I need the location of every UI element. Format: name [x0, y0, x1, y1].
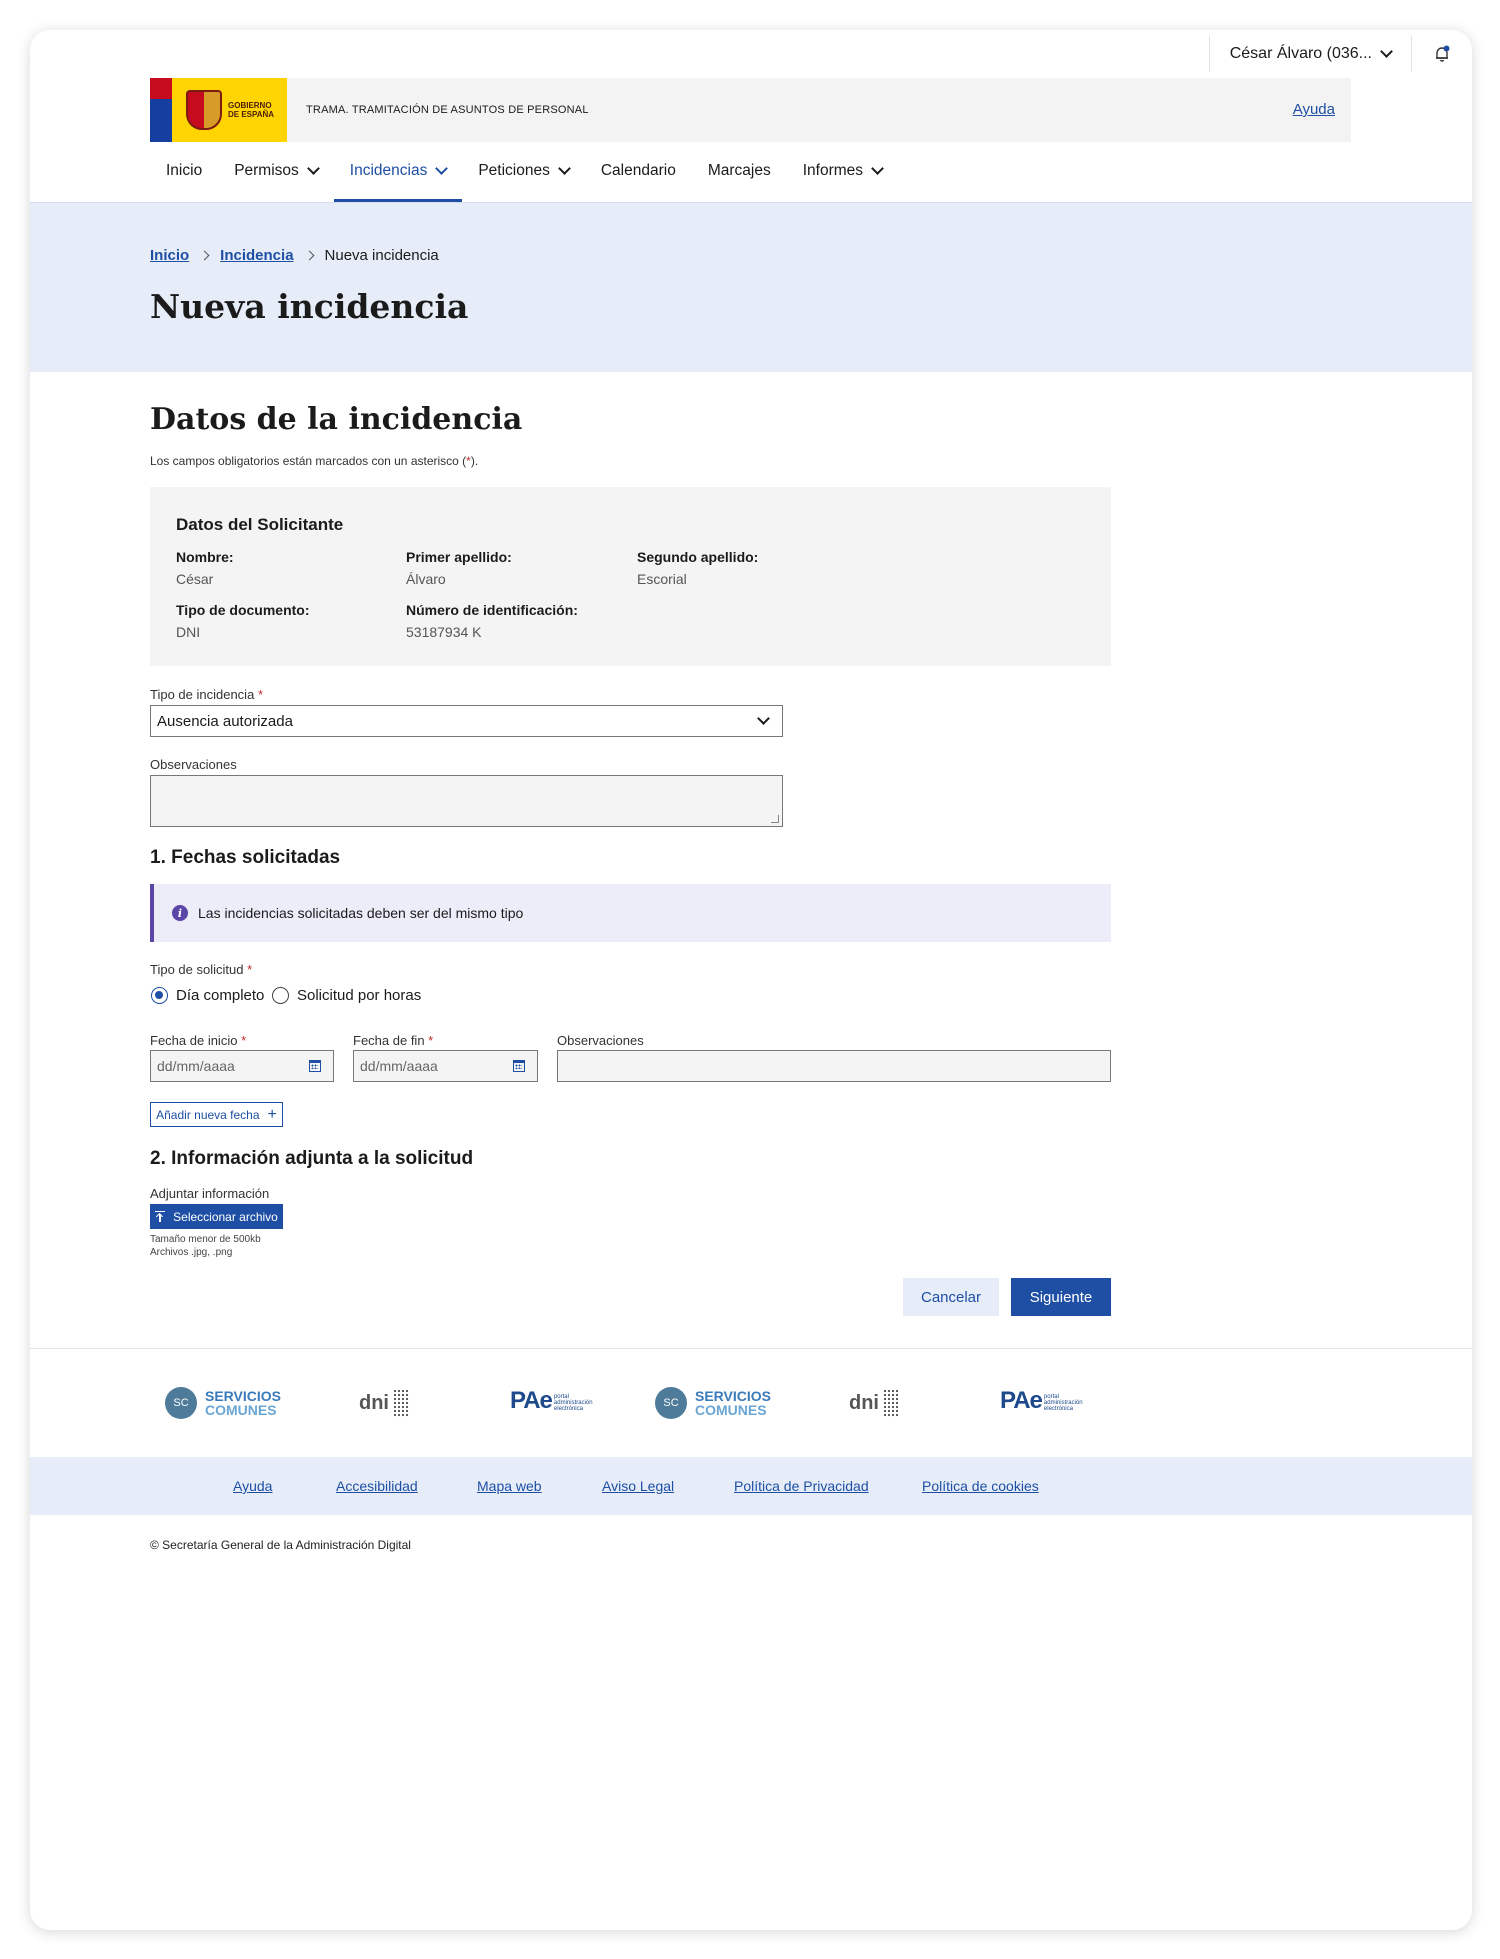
nav-incidencias[interactable]: [334, 142, 463, 202]
pae-logo[interactable]: [1000, 1387, 1088, 1415]
breadcrumb-incidencia[interactable]: Incidencia: [220, 247, 294, 264]
label-text: Tipo de incidencia: [150, 687, 255, 702]
calendar-icon[interactable]: [309, 1060, 321, 1072]
section-title: Datos de la incidencia: [150, 402, 523, 437]
applicant-card: [150, 487, 1111, 666]
info-alert: [150, 884, 1111, 942]
label-text: Fecha de fin: [353, 1033, 425, 1048]
footer-links: [30, 1457, 1472, 1515]
nav-label: Informes: [802, 161, 864, 179]
user-menu-dropdown[interactable]: [1209, 36, 1412, 72]
sc-badge-icon: SC: [165, 1387, 197, 1419]
required-asterisk: *: [241, 1033, 247, 1048]
nav-label: Calendario: [600, 161, 676, 179]
section-1-title: [150, 847, 340, 869]
notifications-button[interactable]: [1412, 36, 1472, 72]
select-value: Ausencia autorizada: [157, 712, 293, 730]
num-id-value: 53187934 K: [406, 624, 482, 640]
upload-icon: [155, 1211, 165, 1222]
obs-fecha-input[interactable]: [557, 1050, 1111, 1082]
nav-calendario[interactable]: [585, 142, 692, 202]
chevron-down-icon: [558, 162, 571, 175]
radio-checked[interactable]: [151, 987, 168, 1004]
obs-fecha-label: Observaciones: [557, 1033, 644, 1048]
info-icon: i: [172, 905, 188, 921]
next-button[interactable]: Siguiente: [1011, 1278, 1111, 1316]
chevron-down-icon: [757, 712, 770, 725]
sc-badge-icon: SC: [655, 1387, 687, 1419]
page-title: Nueva incidencia: [150, 287, 469, 326]
radio-por-horas[interactable]: [272, 987, 421, 1004]
nav-label: Inicio: [166, 161, 203, 179]
attach-label: Adjuntar información: [150, 1186, 270, 1201]
flag-stripe: [150, 78, 172, 142]
breadcrumb-current: Nueva incidencia: [324, 247, 439, 264]
pae-logo[interactable]: [510, 1387, 598, 1415]
nombre-label: Nombre:: [176, 549, 234, 565]
dni-dots-icon: [393, 1389, 409, 1417]
add-date-button[interactable]: [150, 1102, 283, 1127]
label-text: Tipo de solicitud: [150, 962, 244, 977]
sc-line1: SERVICIOS: [695, 1388, 771, 1404]
hint-size: Tamaño menor de 500kb: [150, 1234, 261, 1245]
sc-line1: SERVICIOS: [205, 1388, 281, 1404]
tipo-incidencia-label: [150, 687, 263, 702]
breadcrumb-inicio[interactable]: Inicio: [150, 247, 190, 264]
apellido1-label: Primer apellido:: [406, 549, 512, 565]
required-asterisk: *: [247, 962, 253, 977]
plus-icon: +: [267, 1105, 277, 1123]
coat-of-arms-icon: [186, 90, 222, 130]
apellido2-value: Escorial: [637, 571, 687, 587]
main-nav: [150, 142, 898, 202]
button-label: Añadir nueva fecha: [156, 1107, 260, 1122]
footer-link-cookies[interactable]: Política de cookies: [922, 1478, 1039, 1494]
footer-link-mapa-web[interactable]: Mapa web: [477, 1478, 542, 1494]
apellido1-value: Álvaro: [406, 571, 446, 587]
user-name: César Álvaro (036...: [1229, 45, 1372, 62]
chevron-right-icon: [304, 251, 314, 261]
footer-link-accesibilidad[interactable]: Accesibilidad: [336, 1478, 418, 1494]
nav-inicio[interactable]: [150, 142, 218, 202]
chevron-down-icon: [435, 162, 448, 175]
apellido2-label: Segundo apellido:: [637, 549, 759, 565]
tipo-doc-value: DNI: [176, 624, 201, 640]
partner-logos: [30, 1348, 1472, 1457]
footer-link-privacidad[interactable]: Política de Privacidad: [734, 1478, 869, 1494]
required-note-end: ).: [470, 454, 479, 468]
resize-handle-icon[interactable]: [771, 815, 779, 823]
page-hero: [30, 202, 1472, 372]
required-asterisk: *: [257, 687, 263, 702]
dni-logo[interactable]: [849, 1389, 899, 1417]
sc-line2: COMUNES: [205, 1402, 277, 1418]
observaciones-textarea[interactable]: [150, 775, 783, 827]
nombre-value: César: [176, 571, 214, 587]
button-label: Seleccionar archivo: [173, 1209, 278, 1224]
pae-subtitle: portal administración electrónica: [553, 1394, 593, 1412]
radio-dia-completo[interactable]: [151, 987, 264, 1004]
tipo-doc-label: Tipo de documento:: [176, 602, 310, 618]
dni-logo[interactable]: [359, 1389, 409, 1417]
select-file-button[interactable]: [150, 1204, 283, 1229]
nav-peticiones[interactable]: [462, 142, 585, 202]
app-title: TRAMA. TRAMITACIÓN DE ASUNTOS DE PERSONAL: [306, 104, 589, 116]
breadcrumb: [150, 247, 439, 264]
applicant-title: Datos del Solicitante: [176, 515, 344, 534]
nav-permisos[interactable]: [218, 142, 334, 202]
required-asterisk: *: [428, 1033, 434, 1048]
dni-text: dni: [849, 1391, 879, 1414]
gobierno-logo[interactable]: [150, 78, 287, 142]
hint-types: Archivos .jpg, .png: [150, 1247, 233, 1258]
radio-label: Día completo: [176, 987, 265, 1004]
required-asterisk: *: [466, 454, 471, 468]
chevron-right-icon: [200, 251, 210, 261]
nav-label: Permisos: [234, 161, 299, 179]
info-message: Las incidencias solicitadas deben ser del mismo tipo: [198, 905, 524, 921]
help-link[interactable]: Ayuda: [1292, 101, 1335, 118]
observaciones-label: Observaciones: [150, 757, 237, 772]
chevron-down-icon: [1380, 45, 1393, 58]
label-text: Fecha de inicio: [150, 1033, 238, 1048]
fecha-fin-input[interactable]: [353, 1050, 538, 1082]
sc-line2: COMUNES: [695, 1402, 767, 1418]
num-id-label: Número de identificación:: [406, 602, 578, 618]
section-2-title: [150, 1148, 473, 1170]
fecha-fin-label: [353, 1033, 433, 1048]
footer-link-aviso-legal[interactable]: Aviso Legal: [602, 1478, 675, 1494]
pae-subtitle: portal administración electrónica: [1043, 1394, 1083, 1412]
required-note-text: Los campos obligatorios están marcados con un asterisco (: [150, 454, 467, 468]
logo-text-1: GOBIERNO: [228, 101, 272, 110]
section-label: Información adjunta a la solicitud: [171, 1148, 474, 1169]
radio-label: Solicitud por horas: [297, 987, 422, 1004]
fecha-inicio-input[interactable]: [150, 1050, 334, 1082]
logo-text-2: DE ESPAÑA: [228, 110, 275, 119]
section-label: Fechas solicitadas: [171, 847, 341, 868]
nav-label: Marcajes: [707, 161, 771, 179]
required-note: [150, 454, 478, 468]
fecha-inicio-label: [150, 1033, 246, 1048]
servicios-comunes-logo[interactable]: [165, 1387, 281, 1419]
nav-label: Peticiones: [478, 161, 550, 179]
dni-dots-icon: [883, 1389, 899, 1417]
chevron-down-icon: [307, 162, 320, 175]
copyright: © Secretaría General de la Administración Digital: [150, 1538, 411, 1552]
nav-label: Incidencias: [349, 161, 428, 179]
app-window: [30, 30, 1472, 1930]
calendar-icon[interactable]: [513, 1060, 525, 1072]
date-placeholder: dd/mm/aaaa: [157, 1058, 235, 1074]
bell-icon: [1433, 45, 1451, 63]
servicios-comunes-logo[interactable]: [655, 1387, 771, 1419]
header: [150, 78, 1351, 142]
dni-text: dni: [359, 1391, 389, 1414]
pae-text: PAe: [1000, 1387, 1042, 1414]
date-placeholder: dd/mm/aaaa: [360, 1058, 438, 1074]
section-number: 1.: [150, 847, 166, 868]
footer-link-ayuda[interactable]: Ayuda: [233, 1478, 273, 1494]
section-number: 2.: [150, 1148, 166, 1169]
cancel-button[interactable]: Cancelar: [903, 1278, 999, 1316]
tipo-incidencia-select[interactable]: [150, 705, 783, 737]
chevron-down-icon: [871, 162, 884, 175]
tipo-solicitud-label: [150, 962, 252, 977]
user-bar: [1209, 30, 1472, 78]
nav-marcajes[interactable]: [692, 142, 787, 202]
radio-unchecked[interactable]: [272, 987, 289, 1004]
nav-informes[interactable]: [787, 142, 898, 202]
pae-text: PAe: [510, 1387, 552, 1414]
